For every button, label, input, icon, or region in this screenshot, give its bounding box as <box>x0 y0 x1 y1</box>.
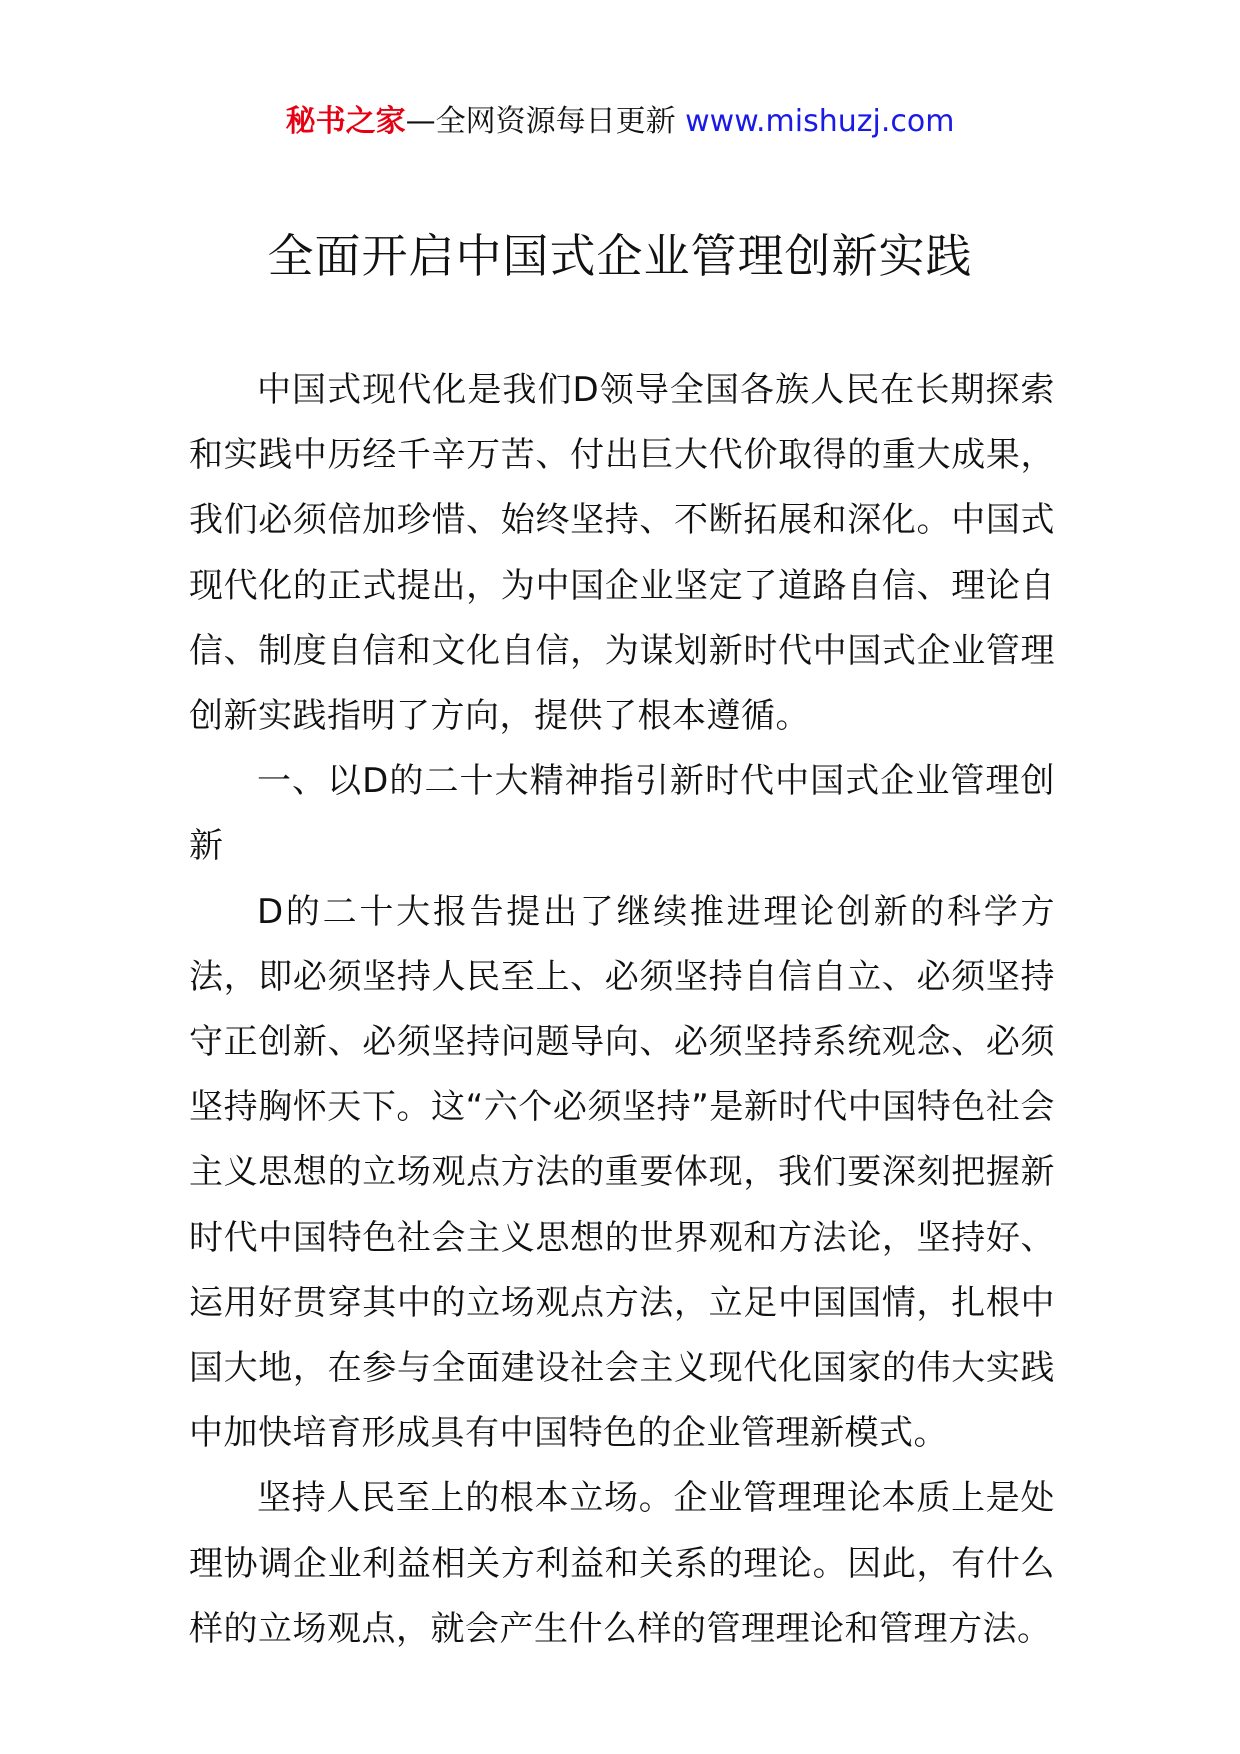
site-url-link[interactable]: www.mishuzj.com <box>685 104 955 139</box>
paragraph-report: D的二十大报告提出了继续推进理论创新的科学方法，即必须坚持人民至上、必须坚持自信自立、必须坚持守正创新、必须坚持问题导向、必须坚持系统观念、必须坚持胸怀天下。这“六个必须坚持”是新时代中国特色社会主义思想的立场观点方法的重要体现，我们要深刻把握新时代中国特色社会主义思想的世界观和方法论，坚持好、运用好贯穿其中的立场观点方法，立足中国国情，扎根中国大地，在参与全面建设社会主义现代化国家的伟大实践中加快培育形成具有中国特色的企业管理新模式。 <box>189 891 1055 1454</box>
paragraph-people-first: 坚持人民至上的根本立场。企业管理理论本质上是处理协调企业利益相关方利益和关系的理论。因此，有什么样的立场观点，就会产生什么样的管理理论和管理方法。 <box>189 1478 1055 1649</box>
paragraph-intro: 中国式现代化是我们D领导全国各族人民在长期探索和实践中历经千辛万苦、付出巨大代价取得的重大成果，我们必须倍加珍惜、始终坚持、不断拓展和深化。中国式现代化的正式提出，为中国企业坚定了道路自信、理论自信、制度自信和文化自信，为谋划新时代中国式企业管理创新实践指明了方向，提供了根本遵循。 <box>189 370 1055 737</box>
site-tagline: —全网资源每日更新 <box>405 104 686 139</box>
document-title: 全面开启中国式企业管理创新实践 <box>267 229 973 283</box>
section-heading-1: 一、以D的二十大精神指引新时代中国式企业管理创新 <box>189 761 1055 867</box>
document-body <box>189 358 1055 1662</box>
site-header <box>0 100 1240 144</box>
site-name: 秘书之家 <box>285 104 406 139</box>
